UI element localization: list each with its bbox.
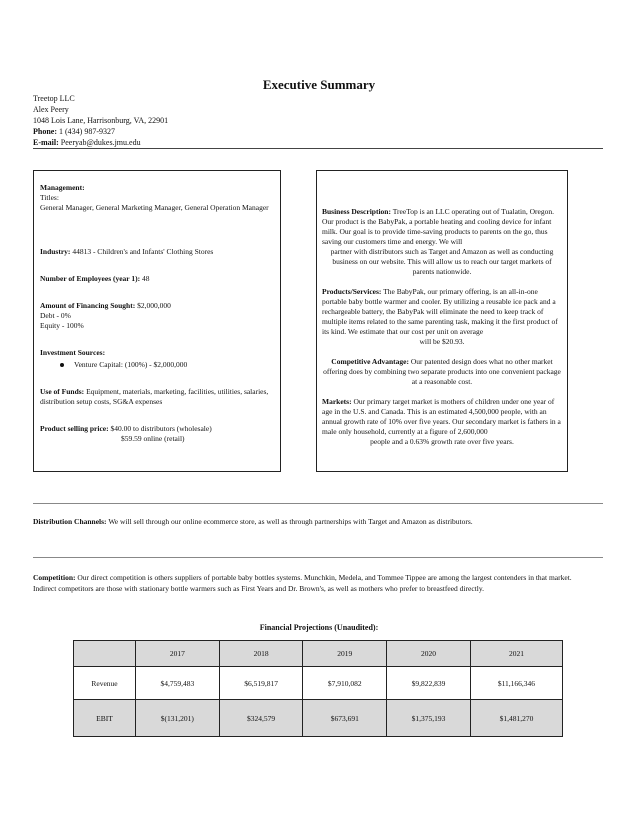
business-text-end: partner with distributors such as Target and Amazon as well as conducting business on our website. This will allow us to reach our target markets of parents nationwide.	[330, 247, 554, 276]
table-corner-cell	[74, 641, 136, 667]
table-row	[74, 700, 563, 737]
person-name: Alex Peery	[33, 105, 69, 114]
financing-section	[40, 301, 274, 331]
competition-label: Competition:	[33, 573, 76, 582]
company-name: Treetop LLC	[33, 94, 75, 103]
distribution-section	[33, 517, 603, 527]
email-value[interactable]: Peeryab@dukes.jmu.edu	[60, 138, 141, 147]
phone-label: Phone:	[33, 127, 57, 136]
section-divider-1	[33, 503, 603, 504]
titles-label: Titles:	[40, 193, 59, 202]
address: 1048 Lois Lane, Harrisonburg, VA, 22901	[33, 116, 169, 125]
year-header: 2021	[470, 641, 562, 667]
use-of-funds-section	[40, 387, 274, 407]
table-cell: $1,481,270	[470, 700, 562, 737]
year-header: 2018	[219, 641, 303, 667]
price-label: Product selling price:	[40, 424, 109, 433]
table-cell: $7,910,082	[303, 667, 387, 700]
table-cell: $324,579	[219, 700, 303, 737]
industry-value: 44813 - Children's and Infants' Clothing Stores	[72, 247, 214, 256]
phone-value: 1 (434) 987-9327	[59, 127, 115, 136]
business-section	[322, 207, 562, 277]
phone-line	[33, 126, 603, 137]
section-divider-2	[33, 557, 603, 558]
markets-section	[322, 397, 562, 447]
email-label: E-mail:	[33, 138, 59, 147]
competition-text: Our direct competition is others suppliers of portable baby bottles systems. Munchkin, Medela, and Tommee Tippee are among the largest contenders in that market. Indirect competitors are those with stationary bottle warmers such as First Years and Dr. Brown's, as well as mothers who prefer to breastfeed directly.	[33, 573, 572, 593]
table-header-row	[74, 641, 563, 667]
financing-label: Amount of Financing Sought:	[40, 301, 136, 310]
competition-section	[33, 572, 588, 594]
markets-label: Markets:	[322, 397, 352, 406]
year-header: 2017	[136, 641, 220, 667]
table-cell: $673,691	[303, 700, 387, 737]
financial-projections-title: Financial Projections (Unaudited):	[259, 623, 379, 632]
markets-text-end: people and a 0.63% growth rate over five years.	[370, 437, 514, 446]
table-cell: $(131,201)	[136, 700, 220, 737]
products-label: Products/Services:	[322, 287, 382, 296]
table-cell: $11,166,346	[470, 667, 562, 700]
use-value: Equipment, materials, marketing, facilities, utilities, salaries, distribution setup costs, SG&A expenses	[40, 387, 269, 406]
table-row	[74, 667, 563, 700]
business-label: Business Description:	[322, 207, 391, 216]
table-cell: $1,375,193	[387, 700, 471, 737]
business-text: TreeTop is an LLC operating out of Tualatin, Oregon. Our product is the BabyPak, a portable heating and cooling device for infant milk. Our goal is to provide time-saving products to parents on the go, thus saving our customers time and energy. We will	[322, 207, 554, 246]
use-label: Use of Funds:	[40, 387, 85, 396]
page-title: Executive Summary	[262, 77, 376, 92]
advantage-text: Our patented design does what no other market offering does by combining two separate products into one convenient package at a reasonable cost.	[323, 357, 561, 386]
employees-label: Number of Employees (year 1):	[40, 274, 141, 283]
row-label: Revenue	[74, 667, 136, 700]
summary-right-box	[316, 170, 568, 472]
markets-text: Our primary target market is mothers of children under one year of age in the U.S. and Canada. This is an estimated 4,500,000 people, with an annual growth rate of 10% over five years. Our secondary market is fathers in a male only household, currently at a figure of 2,600,000	[322, 397, 561, 436]
source-item-text: Venture Capital: (100%) - $2,000,000	[74, 360, 188, 369]
bullet-icon	[60, 363, 64, 367]
table-cell: $6,519,817	[219, 667, 303, 700]
advantage-label: Competitive Advantage:	[331, 357, 409, 366]
distribution-label: Distribution Channels:	[33, 517, 107, 526]
table-cell: $4,759,483	[136, 667, 220, 700]
sources-label: Investment Sources:	[40, 348, 106, 357]
sources-section	[40, 348, 274, 370]
titles-value: General Manager, General Marketing Manager, General Operation Manager	[40, 203, 269, 212]
management-label: Management:	[40, 183, 85, 192]
contact-block	[33, 93, 603, 148]
advantage-section	[322, 357, 562, 387]
price-wholesale: $40.00 to distributors (wholesale)	[110, 424, 212, 433]
financial-projections-table	[73, 640, 563, 737]
employees-value: 48	[142, 274, 150, 283]
year-header: 2019	[303, 641, 387, 667]
financing-value: $2,000,000	[137, 301, 171, 310]
products-text: The BabyPak, our primary offering, is an all-in-one portable baby bottle warmer and cooler. By utilizing a reusable ice pack and a rechargeable battery, the BabyPak will eliminate the need to keep track of multiple items related to the same parenting task, making it the first product of its kind. We estimate that our cost per unit on average	[322, 287, 558, 336]
table-cell: $9,822,839	[387, 667, 471, 700]
source-list-item	[40, 360, 274, 370]
distribution-text: We will sell through our online ecommerce store, as well as through partnerships with Target and Amazon as distributors.	[108, 517, 473, 526]
employees-section	[40, 274, 274, 284]
products-section	[322, 287, 562, 347]
summary-left-box	[33, 170, 281, 472]
price-section	[40, 424, 274, 444]
debt-value: Debt - 0%	[40, 311, 71, 320]
products-text-end: will be $20.93.	[419, 337, 465, 346]
header-divider	[33, 148, 603, 149]
industry-label: Industry:	[40, 247, 71, 256]
row-label: EBIT	[74, 700, 136, 737]
industry-section	[40, 247, 274, 257]
management-section	[40, 183, 274, 213]
year-header: 2020	[387, 641, 471, 667]
email-line	[33, 137, 603, 148]
price-retail: $59.59 online (retail)	[121, 434, 185, 443]
equity-value: Equity - 100%	[40, 321, 84, 330]
